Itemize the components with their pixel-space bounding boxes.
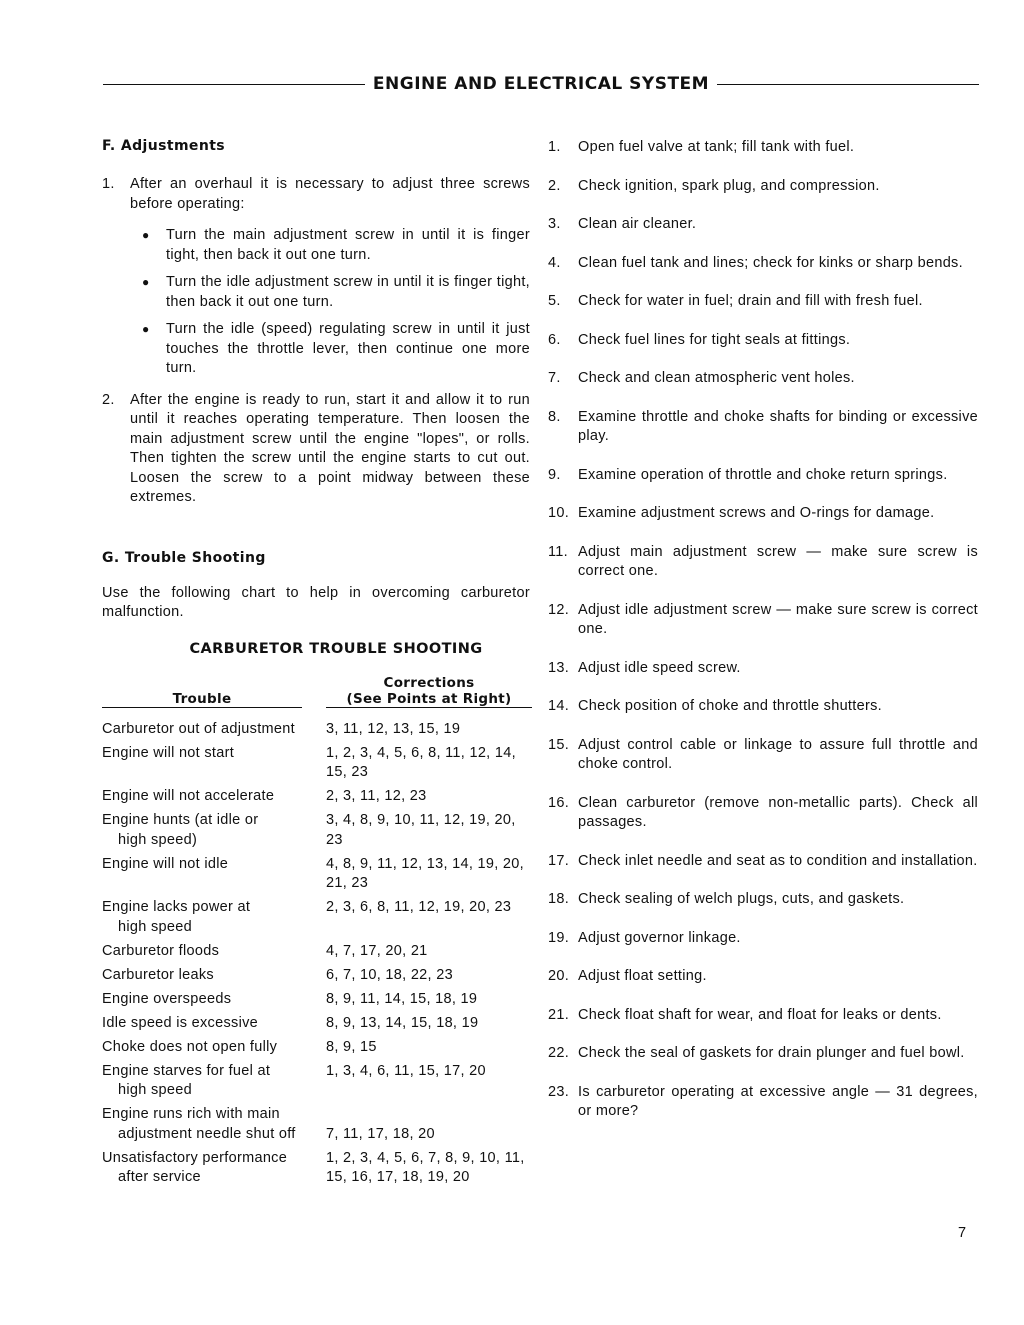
point-number: 23. xyxy=(548,1083,570,1100)
point-item xyxy=(548,601,978,640)
page-title: ENGINE AND ELECTRICAL SYSTEM xyxy=(372,74,710,94)
left-column xyxy=(102,138,530,1192)
adjustments-heading: F. Adjustments xyxy=(102,138,226,154)
table-row xyxy=(102,966,532,990)
point-number: 10. xyxy=(548,505,570,521)
point-text: Check inlet needle and seat as to condition and installation. xyxy=(578,852,978,869)
table-row xyxy=(102,1062,532,1106)
point-text: Adjust governor linkage. xyxy=(578,929,741,946)
trouble-cell: Unsatisfactory performance after service xyxy=(102,1149,288,1185)
step-number: 1. xyxy=(102,176,115,192)
table-row xyxy=(102,898,532,942)
bullet-icon: ● xyxy=(142,322,150,336)
point-item xyxy=(548,890,978,910)
point-item xyxy=(548,466,978,486)
point-number: 17. xyxy=(548,852,570,869)
corrections-cell: 8, 9, 15 xyxy=(326,1038,377,1055)
point-number: 21. xyxy=(548,1006,570,1023)
right-column-points xyxy=(548,138,978,1141)
point-item xyxy=(548,292,978,312)
point-number: 12. xyxy=(548,601,570,618)
point-number: 13. xyxy=(548,659,570,676)
point-number: 6. xyxy=(548,331,561,348)
corrections-cell: 3, 11, 12, 13, 15, 19 xyxy=(326,720,461,737)
point-text: Is carburetor operating at excessive angle — 31 degrees, or more? xyxy=(578,1083,978,1119)
point-text: Check ignition, spark plug, and compression. xyxy=(578,177,880,194)
point-text: Adjust idle speed screw. xyxy=(578,659,741,676)
trouble-column-header xyxy=(102,675,326,710)
trouble-cell: Engine will not start xyxy=(102,744,235,761)
point-item xyxy=(548,659,978,679)
bullet-item xyxy=(142,273,530,312)
point-text: Examine adjustment screws and O-rings for damage. xyxy=(578,505,935,521)
point-item xyxy=(548,369,978,389)
table-row xyxy=(102,990,532,1014)
corrections-column-header xyxy=(326,675,532,710)
point-item xyxy=(548,967,978,987)
corrections-cell: 1, 2, 3, 4, 5, 6, 8, 11, 12, 14, 15, 23 xyxy=(326,744,516,780)
point-number: 2. xyxy=(548,177,561,194)
point-text: Clean fuel tank and lines; check for kinks or sharp bends. xyxy=(578,254,963,271)
trouble-cell: Engine will not accelerate xyxy=(102,788,275,804)
trouble-shooting-intro: Use the following chart to help in overcoming carburetor malfunction. xyxy=(102,584,530,620)
point-number: 19. xyxy=(548,929,570,946)
corrections-cell: 4, 7, 17, 20, 21 xyxy=(326,942,428,959)
point-item xyxy=(548,331,978,351)
bullet-icon: ● xyxy=(142,228,150,242)
table-row xyxy=(102,1014,532,1038)
point-text: Check the seal of gaskets for drain plunger and fuel bowl. xyxy=(578,1045,965,1061)
corrections-cell: 1, 2, 3, 4, 5, 6, 7, 8, 9, 10, 11, 15, 16, 17, 18, 19, 20 xyxy=(326,1149,525,1185)
point-item xyxy=(548,794,978,833)
point-item xyxy=(548,1044,978,1064)
corrections-cell: 4, 8, 9, 11, 12, 13, 14, 19, 20, 21, 23 xyxy=(326,855,524,891)
corrections-cell: 8, 9, 11, 14, 15, 18, 19 xyxy=(326,990,478,1007)
point-item xyxy=(548,852,978,872)
trouble-cell: Carburetor leaks xyxy=(102,966,214,983)
point-number: 1. xyxy=(548,139,561,155)
corrections-cell: 8, 9, 13, 14, 15, 18, 19 xyxy=(326,1014,479,1031)
point-text: Check sealing of welch plugs, cuts, and gaskets. xyxy=(578,891,905,907)
corrections-cell: 6, 7, 10, 18, 22, 23 xyxy=(326,966,453,983)
trouble-cell: Engine hunts (at idle or high speed) xyxy=(102,812,259,848)
point-item xyxy=(548,177,978,197)
point-number: 11. xyxy=(548,543,568,560)
corrections-cell: 2, 3, 11, 12, 23 xyxy=(326,788,427,804)
point-text: Adjust control cable or linkage to assure full throttle and choke control. xyxy=(578,736,978,772)
point-number: 3. xyxy=(548,216,561,232)
header-rule-left xyxy=(103,84,365,85)
point-number: 7. xyxy=(548,370,561,386)
trouble-cell: Choke does not open fully xyxy=(102,1038,278,1055)
page-header xyxy=(103,70,979,98)
adjustment-step-2 xyxy=(102,391,530,508)
trouble-cell: Carburetor floods xyxy=(102,942,220,959)
point-number: 8. xyxy=(548,408,561,425)
point-item xyxy=(548,1006,978,1026)
table-row xyxy=(102,942,532,966)
point-item xyxy=(548,215,978,235)
point-number: 4. xyxy=(548,254,561,271)
point-item xyxy=(548,929,978,949)
corrections-cell: 7, 11, 17, 18, 20 xyxy=(326,1125,435,1142)
point-number: 5. xyxy=(548,293,561,309)
point-text: Check fuel lines for tight seals at fittings. xyxy=(578,331,851,348)
bullet-text: Turn the idle adjustment screw in until it is finger tight, then back it out one turn. xyxy=(166,274,530,310)
point-item xyxy=(548,736,978,775)
table-row xyxy=(102,855,532,899)
bullet-item xyxy=(142,226,530,265)
corrections-header-sublabel: (See Points at Right) xyxy=(326,691,532,708)
trouble-cell: Carburetor out of adjustment xyxy=(102,720,295,737)
point-item xyxy=(548,697,978,717)
point-item xyxy=(548,1083,978,1122)
trouble-header-label: Trouble xyxy=(102,691,302,708)
point-text: Clean air cleaner. xyxy=(578,216,697,232)
page-number: 7 xyxy=(958,1225,967,1241)
trouble-cell: Engine runs rich with main adjustment needle shut off xyxy=(102,1106,296,1142)
bullet-icon: ● xyxy=(142,275,150,289)
point-text: Check and clean atmospheric vent holes. xyxy=(578,370,855,386)
point-text: Adjust idle adjustment screw — make sure screw is correct one. xyxy=(578,601,978,637)
corrections-cell: 3, 4, 8, 9, 10, 11, 12, 19, 20, 23 xyxy=(326,812,516,848)
point-item xyxy=(548,408,978,447)
bullet-text: Turn the main adjustment screw in until it is finger tight, then back it out one turn. xyxy=(166,227,530,263)
table-header-row xyxy=(102,675,532,710)
point-number: 16. xyxy=(548,794,570,811)
point-text: Check for water in fuel; drain and fill with fresh fuel. xyxy=(578,293,923,309)
point-number: 20. xyxy=(548,968,570,984)
adjustment-bullets xyxy=(142,226,530,379)
point-number: 9. xyxy=(548,466,561,483)
point-text: Check float shaft for wear, and float for leaks or dents. xyxy=(578,1006,942,1023)
table-row xyxy=(102,1038,532,1062)
step-number: 2. xyxy=(102,391,115,408)
point-text: Adjust main adjustment screw — make sure screw is correct one. xyxy=(578,543,978,579)
step-text: After the engine is ready to run, start it and allow it to run until it reaches operating temperature. Then loosen the main adjustment screw until the engine "lopes", or rolls. Then tighten the screw until the engine starts to cut out. Loosen the screw to a point midway between these extremes. xyxy=(130,391,530,505)
step-text: After an overhaul it is necessary to adjust three screws before operating: xyxy=(130,176,530,212)
point-item xyxy=(548,138,978,158)
trouble-cell: Engine overspeeds xyxy=(102,990,232,1007)
table-row xyxy=(102,1149,532,1193)
trouble-table xyxy=(102,675,532,1193)
point-item xyxy=(548,254,978,274)
point-text: Examine operation of throttle and choke return springs. xyxy=(578,466,948,483)
trouble-cell: Idle speed is excessive xyxy=(102,1014,259,1031)
trouble-shooting-heading: G. Trouble Shooting xyxy=(102,549,266,566)
point-text: Clean carburetor (remove non-metallic parts). Check all passages. xyxy=(578,794,978,830)
point-text: Check position of choke and throttle shutters. xyxy=(578,698,882,714)
bullet-text: Turn the idle (speed) regulating screw in until it just touches the throttle lever, then continue one more turn. xyxy=(166,321,530,376)
trouble-cell: Engine starves for fuel at high speed xyxy=(102,1062,271,1098)
table-row xyxy=(102,1105,532,1149)
point-text: Adjust float setting. xyxy=(578,968,707,984)
corrections-cell: 1, 3, 4, 6, 11, 15, 17, 20 xyxy=(326,1062,486,1079)
table-row xyxy=(102,720,532,744)
trouble-cell: Engine will not idle xyxy=(102,855,229,872)
point-number: 14. xyxy=(548,698,570,714)
point-number: 18. xyxy=(548,891,570,907)
table-row xyxy=(102,787,532,811)
table-row xyxy=(102,744,532,788)
header-rule-right xyxy=(717,84,979,85)
point-text: Open fuel valve at tank; fill tank with fuel. xyxy=(578,139,855,155)
table-row xyxy=(102,811,532,855)
trouble-cell: Engine lacks power at high speed xyxy=(102,899,251,935)
point-number: 15. xyxy=(548,736,570,753)
point-number: 22. xyxy=(548,1045,570,1061)
adjustment-step-1 xyxy=(102,175,530,214)
point-item xyxy=(548,543,978,582)
corrections-cell: 2, 3, 6, 8, 11, 12, 19, 20, 23 xyxy=(326,899,512,915)
point-text: Examine throttle and choke shafts for binding or excessive play. xyxy=(578,408,978,444)
bullet-item xyxy=(142,320,530,379)
corrections-header-label: Corrections xyxy=(383,674,475,691)
point-item xyxy=(548,504,978,524)
chart-title: CARBURETOR TROUBLE SHOOTING xyxy=(189,640,483,657)
